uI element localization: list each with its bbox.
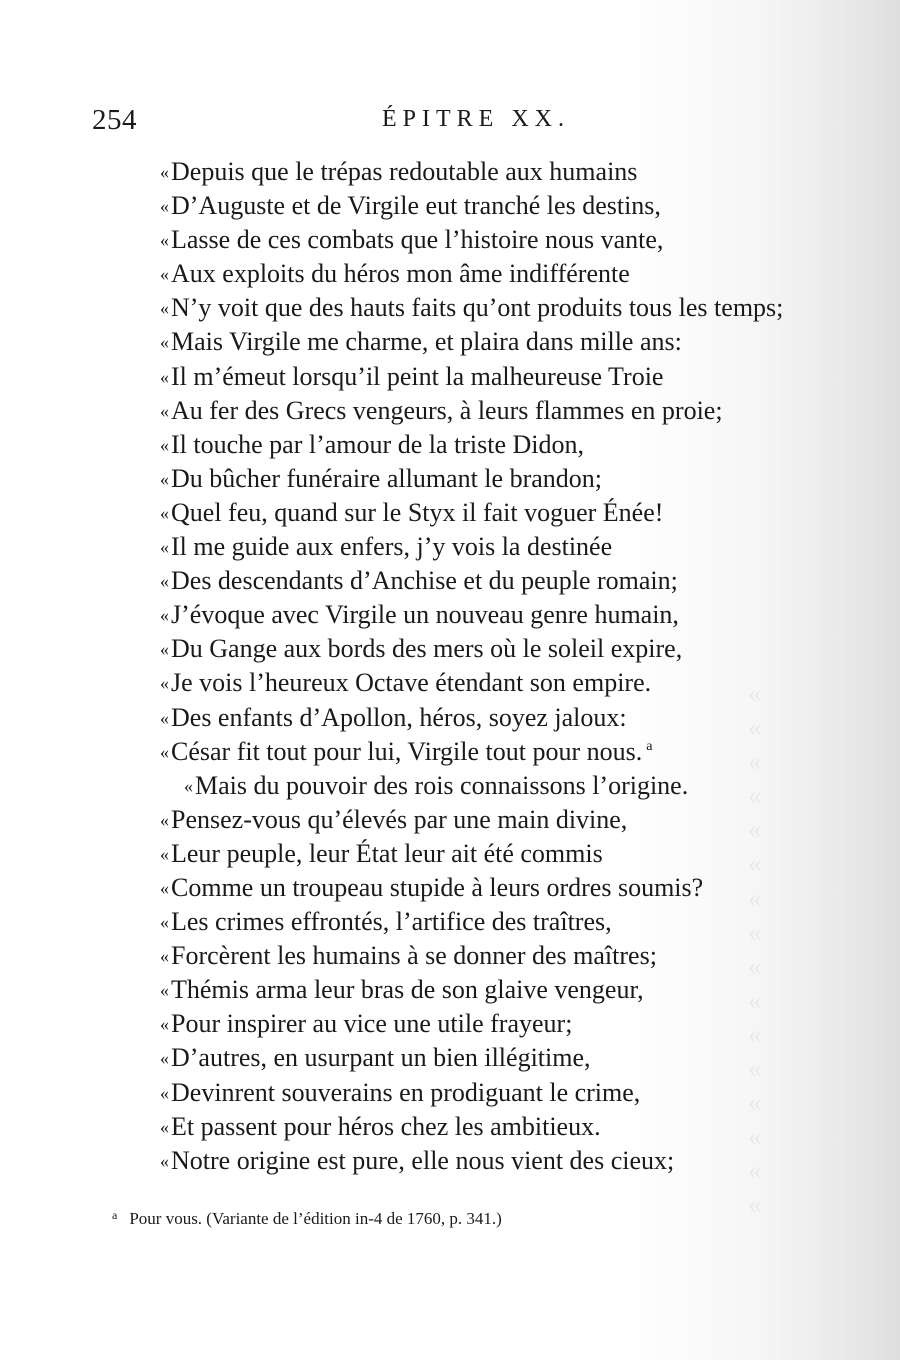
guillemet: « xyxy=(160,1150,169,1171)
show-through-text: « « « « « « « « « « « « « « « « xyxy=(748,678,762,1220)
guillemet: « xyxy=(160,571,169,592)
verse-line: «Et passent pour héros chez les ambitieux. xyxy=(160,1111,601,1141)
verse-line: «Lasse de ces combats que l’histoire nous vante, xyxy=(160,225,664,255)
verse-line: «Mais du pouvoir des rois connaissons l’origine. xyxy=(184,770,689,800)
guillemet: « xyxy=(160,741,169,762)
verse-line: «Forcèrent les humains à se donner des maîtres; xyxy=(160,941,657,971)
guillemet: « xyxy=(160,809,169,830)
verse-line: «D’autres, en usurpant un bien illégitime, xyxy=(160,1043,591,1073)
verse-line: «N’y voit que des hauts faits qu’ont produits tous les temps; xyxy=(160,293,784,323)
verse-line: «Thémis arma leur bras de son glaive vengeur, xyxy=(160,975,644,1005)
footnote-marker: a xyxy=(112,1208,118,1222)
verse-line: «Les crimes effrontés, l’artifice des traîtres, xyxy=(160,907,612,937)
verse-line: «Pensez-vous qu’élevés par une main divine, xyxy=(160,804,628,834)
verse-line: «Des descendants d’Anchise et du peuple romain; xyxy=(160,566,678,596)
footnote xyxy=(112,1208,502,1229)
guillemet: « xyxy=(160,298,169,319)
guillemet: « xyxy=(160,230,169,251)
guillemet: « xyxy=(160,639,169,660)
footnote-reference: a xyxy=(646,738,653,754)
guillemet: « xyxy=(160,605,169,626)
guillemet: « xyxy=(160,1014,169,1035)
verse-line: «Il m’émeut lorsqu’il peint la malheureuse Troie xyxy=(160,361,664,391)
guillemet: « xyxy=(160,366,169,387)
verse-line: «Je vois l’heureux Octave étendant son empire. xyxy=(160,668,652,698)
guillemet: « xyxy=(160,537,169,558)
verse-line: «Aux exploits du héros mon âme indifférente xyxy=(160,259,630,289)
guillemet: « xyxy=(160,1116,169,1137)
verse-line: «D’Auguste et de Virgile eut tranché les destins, xyxy=(160,191,661,221)
guillemet: « xyxy=(160,332,169,353)
running-title: ÉPITRE XX. xyxy=(382,106,570,132)
verse-line: «Notre origine est pure, elle nous vient des cieux; xyxy=(160,1145,675,1175)
verse-line: «Leur peuple, leur État leur ait été commis xyxy=(160,838,603,868)
guillemet: « xyxy=(160,707,169,728)
guillemet: « xyxy=(160,434,169,455)
poem-verses xyxy=(160,155,860,1178)
guillemet: « xyxy=(160,502,169,523)
guillemet: « xyxy=(160,1082,169,1103)
guillemet: « xyxy=(160,877,169,898)
guillemet: « xyxy=(160,1048,169,1069)
verse-line: «Il touche par l’amour de la triste Didon, xyxy=(160,429,584,459)
verse-line: «Du bûcher funéraire allumant le brandon; xyxy=(160,463,602,493)
verse-line: «Devinrent souverains en prodiguant le crime, xyxy=(160,1077,641,1107)
verse-line: «Pour inspirer au vice une utile frayeur; xyxy=(160,1009,573,1039)
verse-line: «J’évoque avec Virgile un nouveau genre humain, xyxy=(160,600,679,630)
verse-line: «Comme un troupeau stupide à leurs ordres soumis? xyxy=(160,872,704,902)
page-number: 254 xyxy=(92,104,137,136)
guillemet: « xyxy=(160,843,169,864)
guillemet: « xyxy=(160,980,169,1001)
guillemet: « xyxy=(160,400,169,421)
verse-line: «César fit tout pour lui, Virgile tout pour nous. xyxy=(160,736,643,766)
guillemet: « xyxy=(160,912,169,933)
guillemet: « xyxy=(160,264,169,285)
verse-line: «Mais Virgile me charme, et plaira dans mille ans: xyxy=(160,327,682,357)
footnote-text: Pour vous. (Variante de l’édition in-4 de 1760, p. 341.) xyxy=(129,1209,502,1228)
guillemet: « xyxy=(160,196,169,217)
verse-line: «Des enfants d’Apollon, héros, soyez jaloux: xyxy=(160,702,627,732)
guillemet: « xyxy=(160,946,169,967)
verse-line: «Quel feu, quand sur le Styx il fait voguer Énée! xyxy=(160,497,664,527)
guillemet: « xyxy=(160,468,169,489)
verse-line: «Du Gange aux bords des mers où le soleil expire, xyxy=(160,634,683,664)
guillemet: « xyxy=(184,775,193,796)
verse-line: «Au fer des Grecs vengeurs, à leurs flammes en proie; xyxy=(160,395,723,425)
verse-line: «Depuis que le trépas redoutable aux humains xyxy=(160,157,638,186)
guillemet: « xyxy=(160,673,169,694)
guillemet: « xyxy=(160,162,169,182)
verse-line: «Il me guide aux enfers, j’y vois la destinée xyxy=(160,532,613,562)
page-header xyxy=(0,104,900,144)
